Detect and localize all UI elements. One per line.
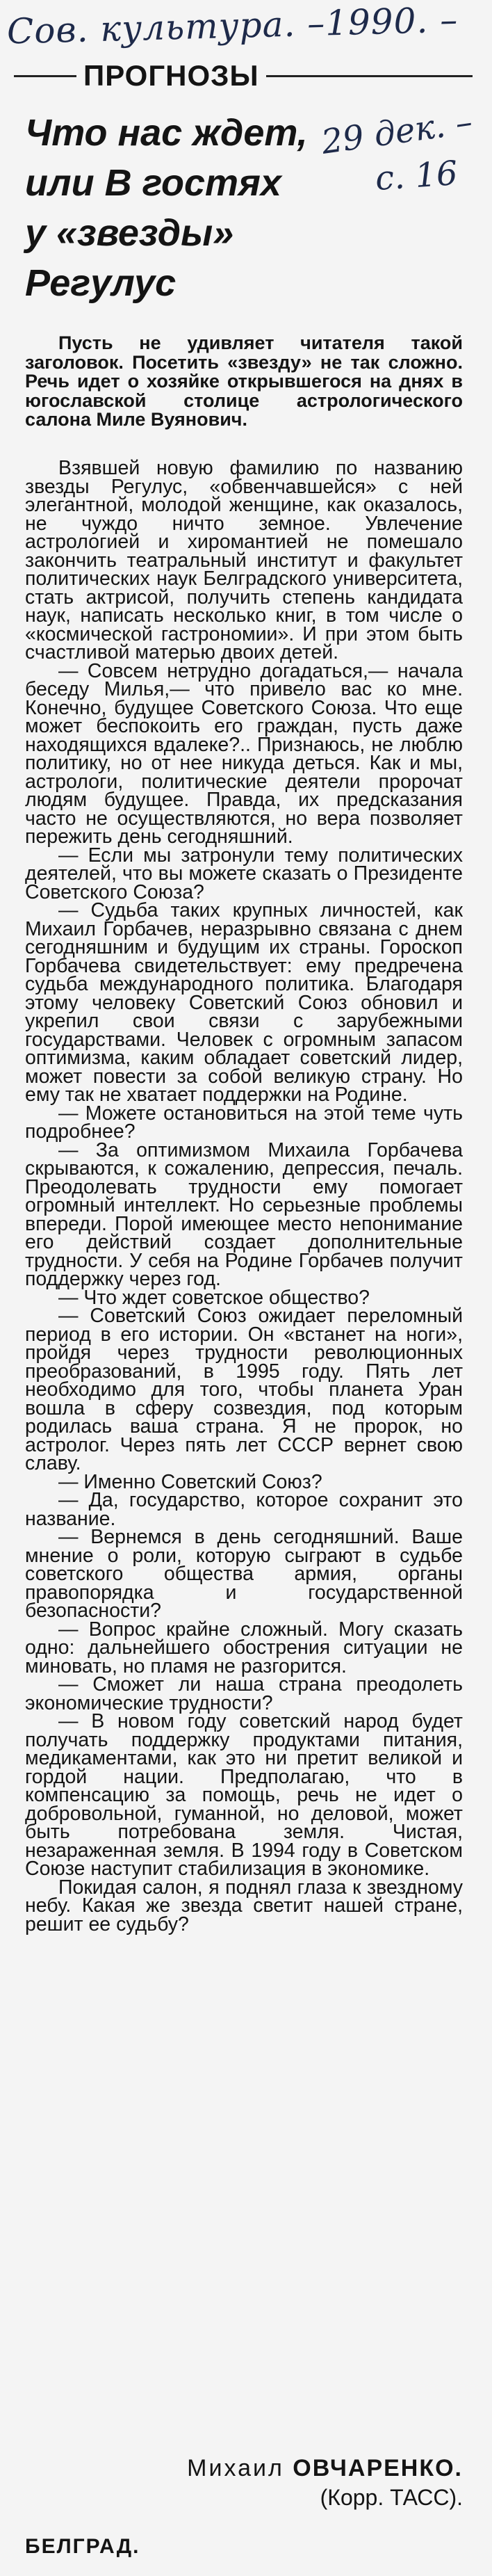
body-paragraph: — Советский Союз ожидает переломный период в его истории. Он «встанет на ноги», пройдя через трудности революционных преобразований, в 1995 году. Пять лет необходимо для того, чтобы планета Уран вошла в сферу созвездия, под которым родилась ваша страна. Я не пророк, но астролог. Через пять лет СССР вернет свою славу. xyxy=(25,1305,463,1474)
headline-line: у «звезды» xyxy=(25,212,234,254)
body-paragraph: — Судьба таких крупных личностей, как Михаил Горбачев, неразрывно связана с днем сегодняшним и будущим их страны. Гороскоп Горбачева свидетельствует: ему предречена судьба международного политика. Благодаря этому человеку Советский Союз обновил и укрепил свои связи с зарубежными государствами. Человек с огромным запасом оптимизма, каким обладает советский лидер, может повести за собой великую страну. Но ему так не хватает поддержки на Родине. xyxy=(25,899,463,1106)
body-paragraph: — За оптимизмом Михаила Горбачева скрываются, к сожалению, депрессия, печаль. Преодолевать трудности ему помогает огромный интеллект. Но серьезные проблемы впереди. Порой имеющее место непонимание его действий создает дополнительные трудности. У себя на Родине Горбачев получит поддержку через год. xyxy=(25,1138,463,1290)
article-headline xyxy=(25,108,324,308)
rubric-label: ПРОГНОЗЫ xyxy=(83,59,259,92)
lead-paragraph: Пусть не удивляет читателя такой заголовок. Посетить «звезду» не так сложно. Речь идет о хозяйке открывшегося на днях в югославской столице астрологического салона Миле Вуянович. xyxy=(25,332,463,430)
section-rubric xyxy=(14,58,473,93)
headline-line: Регулус xyxy=(25,262,177,304)
rubric-rule-right xyxy=(266,75,473,77)
handwritten-date-note: 29 дек. – xyxy=(319,102,475,162)
body-paragraph: — Можете остановиться на этой теме чуть подробнее? xyxy=(25,1102,463,1143)
handwritten-page-note: с. 16 xyxy=(374,153,459,199)
author-name xyxy=(25,2455,463,2482)
body-paragraph: — Что ждет советское общество? xyxy=(58,1286,370,1309)
body-paragraph: — Совсем нетрудно догадаться,— начала беседу Милья,— что привело вас ко мне. Конечно, будущее Советского Союза. Что еще может беспокоить его граждан, пусть даже находящихся вдалеке?.. Признаюсь, не люблю политику, но от нее никуда деться. Как и мы, астрологи, политические деятели пророчат людям будущее. Правда, их предсказания часто не осуществляются, но вера позволяет пережить день сегодняшний. xyxy=(25,659,463,848)
author-byline xyxy=(25,2455,463,2511)
body-paragraph: — Сможет ли наша страна преодолеть экономические трудности? xyxy=(25,1673,463,1714)
body-paragraph: — Да, государство, которое сохранит это название. xyxy=(25,1489,463,1530)
article-lead xyxy=(25,334,463,430)
headline-line: Что нас ждет, xyxy=(25,112,308,154)
handwritten-source-note: Сов. культура. –1990. – xyxy=(6,0,459,52)
body-paragraph: Взявшей новую фамилию по названию звезды Регулус, «обвенчавшейся» с ней элегантной, молодой женщине, как оказалось, не чуждо ничто земное. Увлечение астрологией и хиромантией не помешало закончить театральный институт и факультет политических наук Белградского университета, стать актрисой, получить степень кандидата наук, написать несколько книг, в том числе о «космической гастрономии». И при этом быть счастливой матерью двоих детей. xyxy=(25,457,463,663)
rubric-rule-left xyxy=(14,75,76,77)
headline-line: или В гостях xyxy=(25,162,281,204)
body-paragraph: — В новом году советский народ будет получать поддержку продуктами питания, медикаментами, как это ни претит великой и гордой нации. Предполагаю, что в компенсацию за помощь, речь не идет о добровольной, гуманной, но деловой, может быть потребована земля. Чистая, незараженная земля. В 1994 году в Советском Союзе наступит стабилизация в экономике. xyxy=(25,1710,463,1880)
dateline-city: БЕЛГРАД. xyxy=(25,2535,140,2558)
body-paragraph: Покидая салон, я поднял глаза к звездному небу. Какая же звезда светит нашей стране, решит ее судьбу? xyxy=(25,1876,463,1935)
body-paragraph: — Если мы затронули тему политических деятелей, что вы можете сказать о Президенте Советского Союза? xyxy=(25,844,463,903)
author-last-name: ОВЧАРЕНКО. xyxy=(293,2455,463,2481)
author-agency: (Корр. ТАСС). xyxy=(320,2485,463,2510)
body-paragraph: — Именно Советский Союз? xyxy=(58,1470,322,1493)
body-paragraph: — Вернемся в день сегодняшний. Ваше мнение о роли, которую сыграют в судьбе советского общества армия, органы правопорядка и государственной безопасности? xyxy=(25,1526,463,1622)
article-body xyxy=(25,459,463,1933)
body-paragraph: — Вопрос крайне сложный. Могу сказать одно: дальнейшего обострения ситуации не миновать, но пламя не разгорится. xyxy=(25,1618,463,1677)
author-first-name: Михаил xyxy=(187,2455,284,2481)
